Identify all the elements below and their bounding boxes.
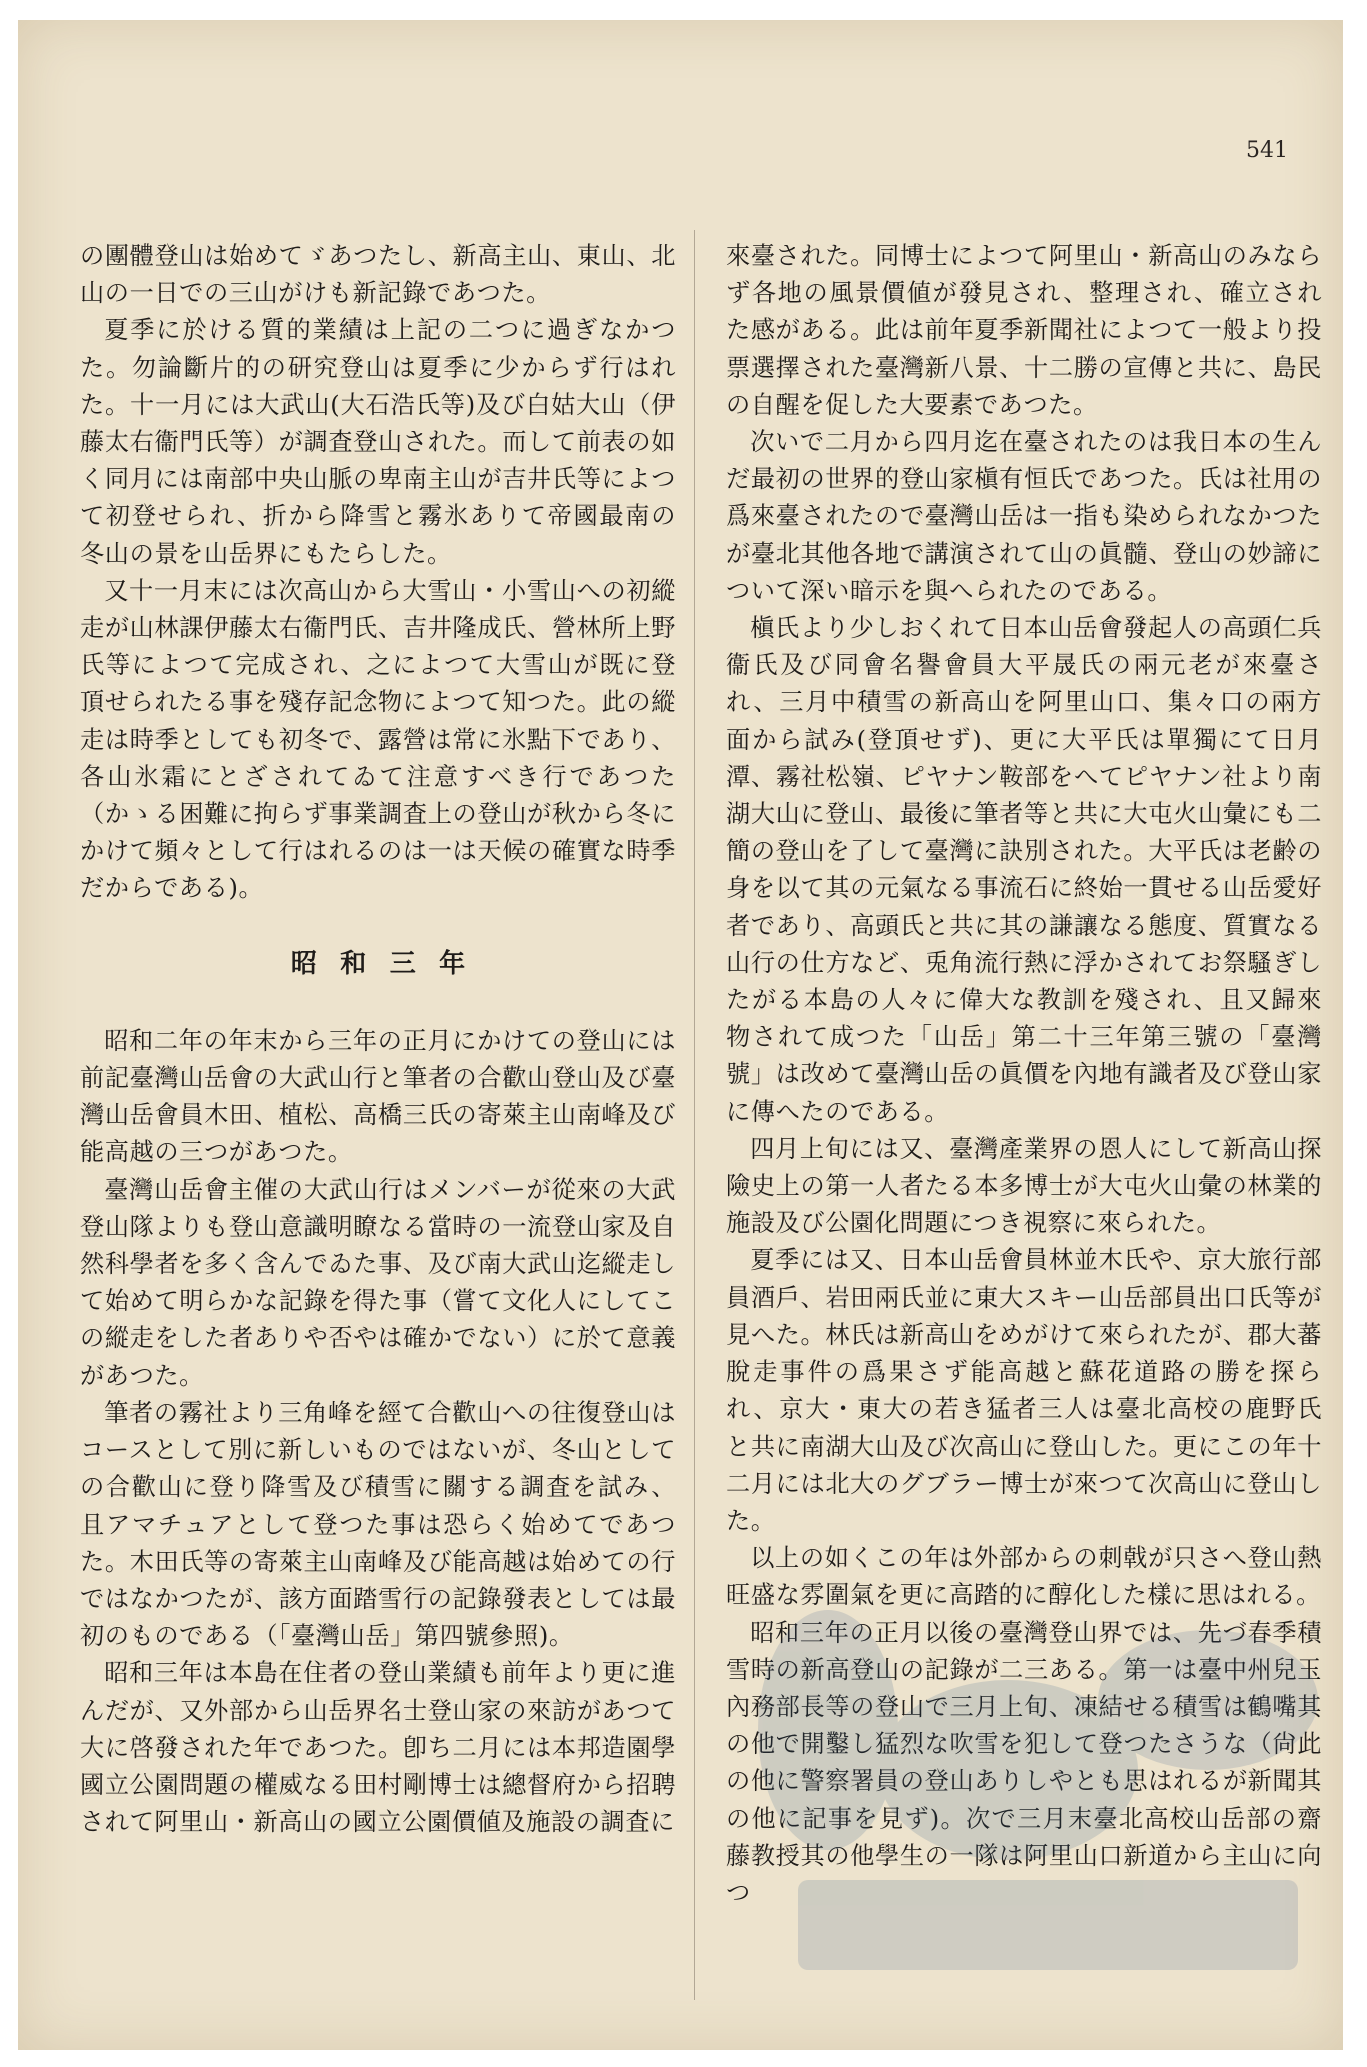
- paragraph: の團體登山は始めてゞあつたし、新高主山、東山、北山の一日での三山がけも新記錄であつた。: [80, 242, 676, 308]
- paragraph: 次いで二月から四月迄在臺されたのは我日本の生んだ最初の世界的登山家槇有恒氏であつた。氏は社用の爲來臺されたので臺灣山岳は一指も染められなかつたが臺北其他各地で講演されて山の眞髓、登山の妙諦について深い暗示を與へられたのである。: [726, 428, 1322, 605]
- paragraph: 昭和三年は本島在住者の登山業績も前年より更に進んだが、又外部から山岳界名士登山家の來訪があつて大に啓發された年であつた。卽ち二月には本邦造園學國立公園問題の權威なる田村剛博士は總督府から招聘されて阿里山・新高山の國立公園價値及施設の調査に: [80, 1659, 676, 1837]
- paragraph: 以上の如くこの年は外部からの刺戟が只さへ登山熱旺盛な雰圍氣を更に高踏的に醇化した樣に思はれる。: [726, 1544, 1322, 1610]
- document-page: [18, 20, 1343, 2050]
- paragraph: 昭和三年の正月以後の臺灣登山界では、先づ春季積雪時の新高登山の記錄が二三ある。第一は臺中州兒玉內務部長等の登山で三月上旬、凍結せる積雪は鶴嘴其の他で開鑿し猛烈な吹雪を犯して登つたさうな（尙此の他に警察署員の登山ありしやとも思はれるが新聞其の他に記事を見ず)。次で三月末臺北高校山岳部の齋藤教授其の他學生の一隊は阿里山口新道から主山に向つ: [726, 1618, 1322, 1907]
- paragraph: 昭和二年の年末から三年の正月にかけての登山には前記臺灣山岳會の大武山行と筆者の合歡山登山及び臺灣山岳會員木田、植松、高橋三氏の寄萊主山南峰及び能高越の三つがあつた。: [80, 1026, 676, 1167]
- paragraph: 臺灣山岳會主催の大武山行はメンバーが從來の大武登山隊よりも登山意識明瞭なる當時の一流登山家及自然科學者を多く含んでゐた事、及び南大武山迄縱走して始めて明らかな記錄を得た事（嘗て文化人にしてこの縱走をした者ありや否やは確かでない）に於て意義があつた。: [80, 1175, 676, 1390]
- paragraph: 夏季に於ける質的業績は上記の二つに過ぎなかつた。勿論斷片的の研究登山は夏季に少からず行はれた。十一月には大武山(大石浩氏等)及び白姑大山（伊藤太右衞門氏等）が調査登山された。而して前表の如く同月には南部中央山脈の卑南主山が吉井氏等によつて初登せられ、折から降雪と霧氷ありて帝國最南の冬山の景を山岳界にもたらした。: [80, 316, 676, 568]
- right-column: [726, 238, 1322, 1912]
- column-divider: [694, 230, 695, 2000]
- page-number: 541: [1246, 138, 1288, 163]
- paragraph: 來臺された。同博士によつて阿里山・新高山のみならず各地の風景價値が發見され、整理され、確立された感がある。此は前年夏季新聞社によつて一般より投票選擇された臺灣新八景、十二勝の宣傳と共に、島民の自醒を促した大要素であつた。: [726, 242, 1322, 419]
- paragraph: 四月上旬には又、臺灣產業界の恩人にして新高山探險史上の第一人者たる本多博士が大屯火山彙の林業的施設及び公園化問題につき視察に來られた。: [726, 1134, 1322, 1238]
- paragraph: 夏季には又、日本山岳會員林並木氏や、京大旅行部員酒戶、岩田兩氏並に東大スキー山岳部員出口氏等が見へた。林氏は新高山をめがけて來られたが、郡大蕃脫走事件の爲果さず能高越と蘇花道路の勝を探られ、京大・東大の若き猛者三人は臺北高校の鹿野氏と共に南湖大山及び次高山に登山した。更にこの年十二月には北大のグブラー博士が來つて次高山に登山した。: [726, 1246, 1322, 1535]
- paragraph: 槇氏より少しおくれて日本山岳會發起人の高頭仁兵衞氏及び同會名譽會員大平晟氏の兩元老が來臺され、三月中積雪の新高山を阿里山口、集々口の兩方面から試み(登頂せず)、更に大平氏は單獨にて日月潭、霧社松嶺、ピヤナン鞍部をへてピヤナン社より南湖大山に登山、最後に筆者等と共に大屯火山彙にも二簡の登山を了して臺灣に訣別された。大平氏は老齢の身を以て其の元氣なる事流石に終始一貫せる山岳愛好者であり、高頭氏と共に其の謙讓なる態度、質實なる山行の仕方など、兎角流行熱に浮かされてお祭騷ぎしたがる本島の人々に偉大な教訓を殘され、且又歸來物されて成つた「山岳」第二十三年第三號の「臺灣號」は改めて臺灣山岳の眞價を內地有識者及び登山家に傳へたのである。: [726, 614, 1322, 1126]
- paragraph: 筆者の霧社より三角峰を經て合歡山への往復登山はコースとして別に新しいものではないが、冬山としての合歡山に登り降雪及び積雪に關する調査を試み、且アマチュアとして登つた事は恐らく始めてであつた。木田氏等の寄萊主山南峰及び能高越は始めての行ではなかつたが、該方面踏雪行の記錄發表としては最初のものである（「臺灣山岳」第四號參照)。: [80, 1398, 676, 1651]
- left-column: [80, 238, 676, 1841]
- section-heading: 昭和三年: [290, 948, 489, 979]
- paragraph: 又十一月末には次高山から大雪山・小雪山への初縱走が山林課伊藤太右衞門氏、吉井隆成氏、營林所上野氏等によつて完成され、之によつて大雪山が既に登頂せられたる事を殘存記念物によつて知つた。此の縱走は時季としても初冬で、露營は常に氷點下であり、各山氷霜にとざされてゐて注意すべき行であつた（かゝる困難に拘らず事業調査上の登山が秋から冬にかけて頻々として行はれるのは一は天候の確實な時季だからである)。: [80, 576, 676, 903]
